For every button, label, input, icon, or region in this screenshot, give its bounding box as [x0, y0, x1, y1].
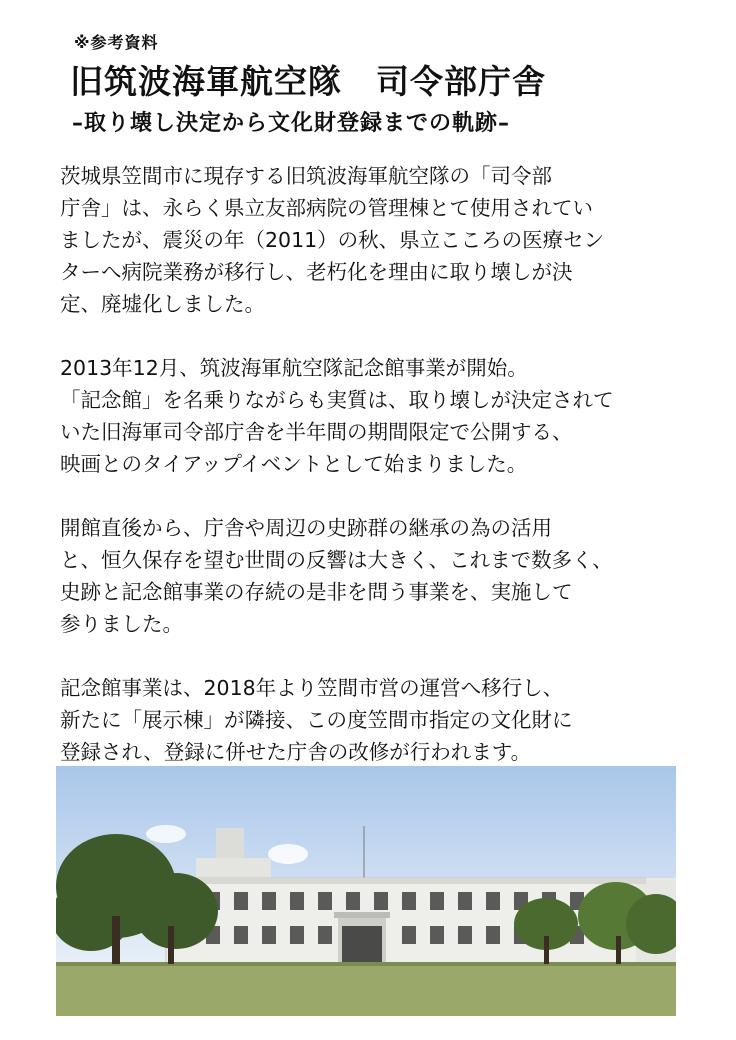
- window: [318, 892, 332, 910]
- window: [486, 926, 500, 944]
- text-line: 庁舎」は、永らく県立友部病院の管理棟とて使用されてい: [60, 196, 593, 220]
- window: [402, 926, 416, 944]
- lawn: [56, 964, 676, 1016]
- page-subtitle: –取り壊し決定から文化財登録までの軌跡–: [72, 111, 511, 136]
- text-line: 登録され、登録に併せた庁舎の改修が行われます。: [60, 740, 532, 764]
- text-line: 定、廃墟化しました。: [60, 292, 265, 316]
- window: [402, 892, 416, 910]
- paragraph-1: [60, 160, 680, 320]
- window: [262, 926, 276, 944]
- text-line: ターへ病院業務が移行し、老朽化を理由に取り壊しが決: [60, 260, 573, 284]
- text-line: 参りました。: [60, 612, 183, 636]
- body-text: [60, 160, 680, 768]
- window: [458, 926, 472, 944]
- text-line: いた旧海軍司令部庁舎を半年間の期間限定で公開する、: [60, 420, 573, 444]
- paragraph-3: [60, 512, 680, 640]
- paragraph-4: [60, 672, 680, 768]
- window: [346, 892, 360, 910]
- text-line: 2013年12月、筑波海軍航空隊記念館事業が開始。: [60, 356, 528, 380]
- text-line: 新たに「展示棟」が隣接、この度笠間市指定の文化財に: [60, 708, 573, 732]
- window: [318, 926, 332, 944]
- text-line: ましたが、震災の年（2011）の秋、県立こころの医療セン: [60, 228, 605, 252]
- window: [430, 926, 444, 944]
- window: [234, 926, 248, 944]
- window: [290, 892, 304, 910]
- window: [430, 892, 444, 910]
- window: [374, 892, 388, 910]
- window: [486, 892, 500, 910]
- text-line: 映画とのタイアップイベントとして始まりました。: [60, 452, 528, 476]
- text-line: 「記念館」を名乗りながらも実質は、取り壊しが決定されて: [60, 388, 614, 412]
- paragraph-2: [60, 352, 680, 480]
- window: [234, 892, 248, 910]
- page-title: 旧筑波海軍航空隊 司令部庁舎: [70, 62, 546, 101]
- window: [262, 892, 276, 910]
- text-line: 開館直後から、庁舎や周辺の史跡群の継承の為の活用: [60, 516, 552, 540]
- text-line: 茨城県笠間市に現存する旧筑波海軍航空隊の「司令部: [60, 164, 552, 188]
- text-line: と、恒久保存を望む世間の反響は大きく、これまで数多く、: [60, 548, 613, 572]
- headquarters-building-photo: [56, 766, 676, 1016]
- text-line: 史跡と記念館事業の存続の是非を問う事業を、実施して: [60, 580, 573, 604]
- window: [290, 926, 304, 944]
- reference-note: ※参考資料: [74, 33, 159, 52]
- text-line: 記念館事業は、2018年より笠間市営の運営へ移行し、: [60, 676, 564, 700]
- window: [458, 892, 472, 910]
